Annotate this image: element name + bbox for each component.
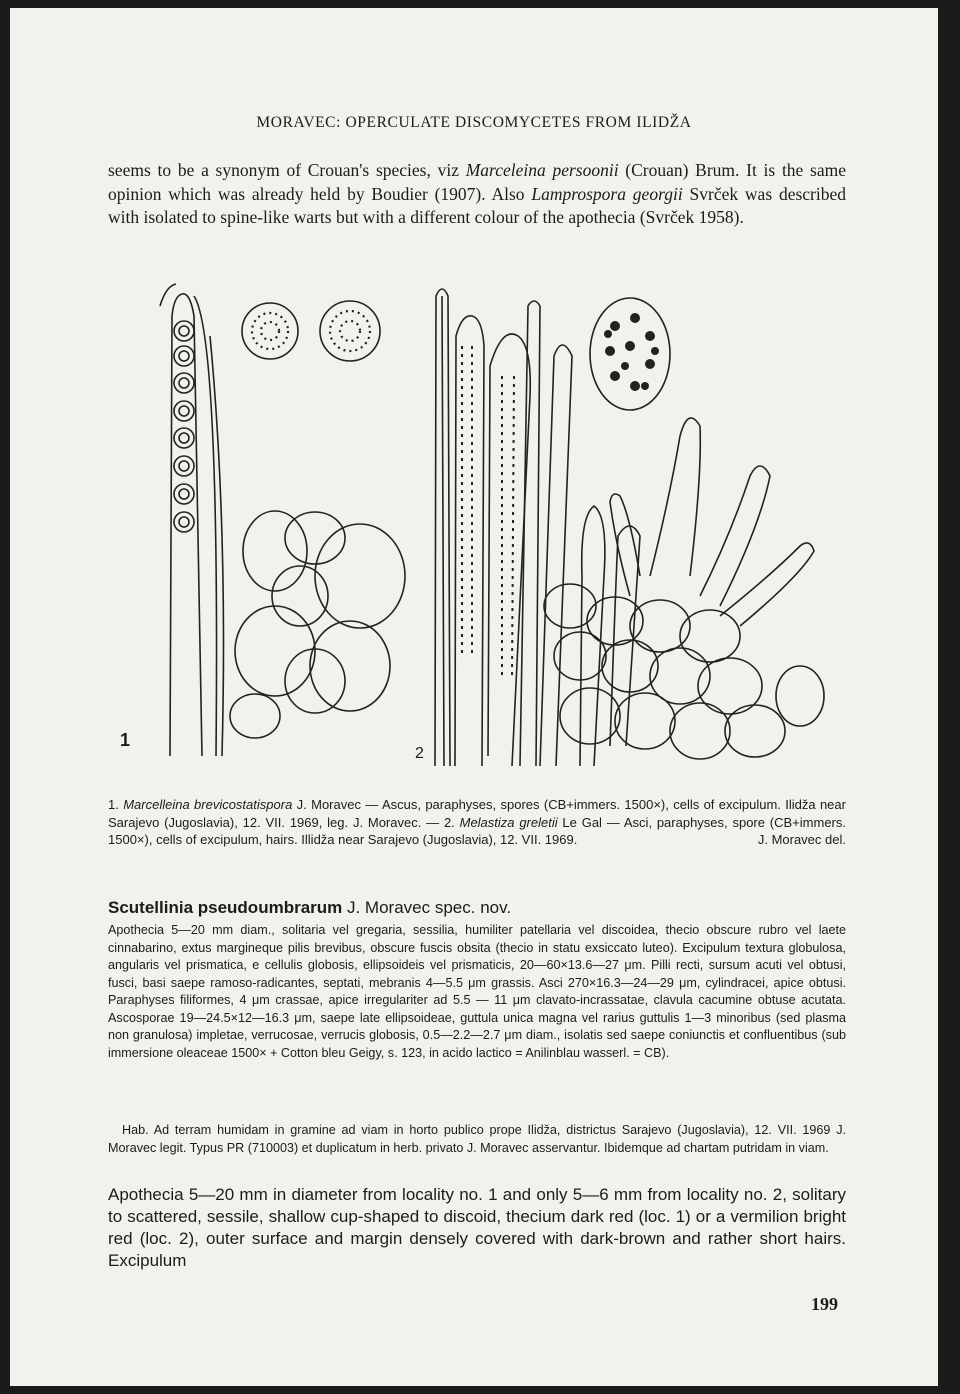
excipulum-cells-2	[544, 584, 824, 759]
species-name: Scutellinia pseudoumbrarum	[108, 898, 343, 917]
intro-text-1: seems to be a synonym of Crouan's species, viz	[108, 160, 466, 180]
caption-text-1: 1.	[108, 797, 124, 812]
hairs-drawing	[610, 418, 814, 626]
caption-signature: J. Moravec del.	[757, 832, 846, 847]
ascospore-row	[174, 321, 194, 532]
habitat-paragraph: Hab. Ad terram humidam in gramine ad viam in horto publico prope Ilidža, districtus Sarajevo (Jugoslavia), 12. VII. 1969 J. Moravec legit. Typus PR (710003) et duplicatum in herb. privato J. Moravec asservantur. Ibidemque ad chartam putridam in viam.	[108, 1123, 846, 1155]
caption-text-2: J. Moravec — Ascus, paraphyses, spores (CB+immers. 1500×), cells of excipulum. Ilidža near Sarajevo (Jugoslavia), 12. VII. 1969, leg. J. Moravec. — 2.	[108, 797, 846, 830]
journal-page	[10, 8, 938, 1386]
species-heading	[108, 898, 511, 918]
species-author: J. Moravec spec. nov.	[342, 898, 512, 917]
caption-species-1: Marcelleina brevicostatispora	[123, 797, 293, 812]
excipulum-cells-1	[230, 511, 405, 738]
figure-label-1: 1	[120, 730, 131, 750]
microscopy-drawing	[110, 276, 838, 776]
figure-label-2: 2	[415, 745, 424, 762]
intro-text-2: (Crouan) Brum. It is the same opinion which was already held by Boudier (1907). Also	[108, 160, 847, 204]
figure-plate	[110, 276, 838, 776]
page-number: 199	[811, 1294, 838, 1314]
caption-species-2: Melastiza greletii	[459, 814, 558, 830]
caption-text-3: Le Gal — Asci, paraphyses, spore (CB+immers. 1500×), cells of excipulum, hairs. Illidža near Sarajevo (Jugoslavia), 12. VII. 1969.	[108, 814, 846, 847]
spore-ornamented	[590, 298, 670, 410]
paraphyses-drawing	[580, 506, 640, 766]
running-head: MORAVEC: OPERCULATE DISCOMYCETES FROM ILIDŽA	[256, 114, 692, 131]
asci-drawing	[435, 289, 572, 766]
intro-species-1: Marceleina persoonii	[465, 160, 619, 180]
intro-text-3: Svrček was described with isolated to spine-like warts but with a different colour of the apothecia (Svrček 1958).	[108, 183, 846, 227]
english-description: Apothecia 5—20 mm in diameter from locality no. 1 and only 5—6 mm from locality no. 2, solitary to scattered, sessile, shallow cup-shaped to discoid, thecium dark red (loc. 1) or a vermilion bright red (loc. 2), outer surface and margin densely covered with dark-brown and rather short hairs. Excipulum	[108, 1185, 846, 1270]
spore-detail	[242, 301, 380, 361]
intro-paragraph	[108, 159, 846, 230]
intro-species-2: Lamprospora georgii	[531, 183, 683, 204]
ascus-drawing	[160, 284, 224, 756]
latin-description: Apothecia 5—20 mm diam., solitaria vel gregaria, sessilia, humiliter patellaria vel discoidea, thecio obscure rubro vel laete cinnabarino, extus margineque pilis brevibus, obscure fuscis obsita (thecio in statu exsiccato luteo). Excipulum textura globulosa, angularis vel prismatica, e cellulis globosis, ellipsoideis vel prismaticis, 20—60×13.6—27 μm. Pilli recti, sursum acuti vel obtusi, fusci, basi saepe ramoso-radicantes, septati, mebranis 4—5.5 μm grassis. Asci 270×16.3—24—29 μm, cylindracei, apice obtusi. Paraphyses filiformes, 4 μm crassae, apice irregulariter ad 5.5 — 11 μm clavato-incrassatae, clavula cacumine obtuse acutata. Ascosporae 19—24.5×12—16.3 μm, saepe late ellipsoideae, guttula unica magna vel rarius guttulis 1—3 minoribus (sed plasma non granulosa) impletae, verrucosae, verrucis globosis, 0.5—2.2—2.7 μm diam., isolatis sed saepe coniunctis et confluentibus (sub immersione oleaceae 1500× + Cotton bleu Geigy, s. 123, in acido lactico = Anilinblau wasserl. = CB).	[108, 923, 846, 1060]
figure-caption	[108, 796, 846, 849]
